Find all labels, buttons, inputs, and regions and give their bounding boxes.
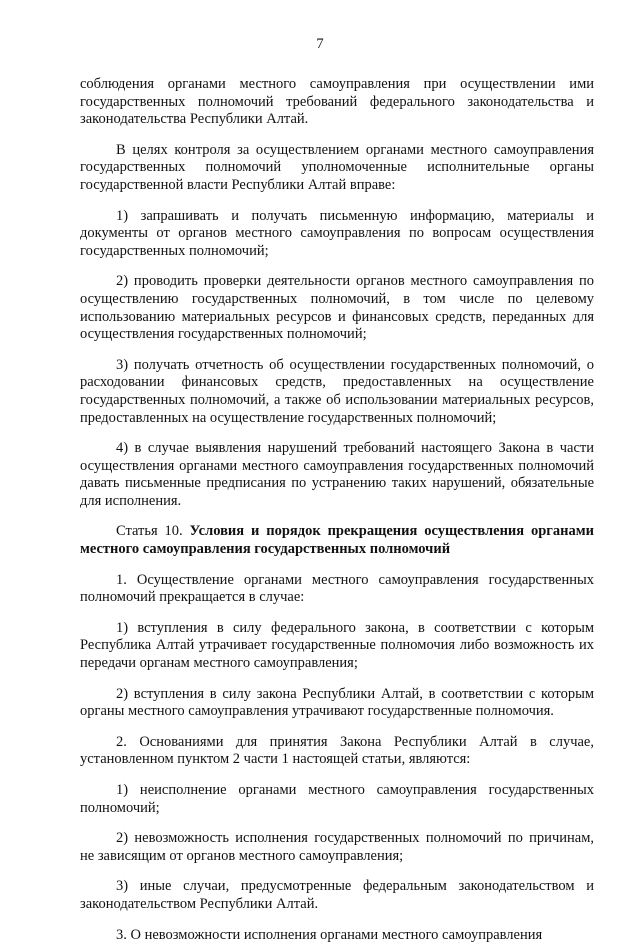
paragraph-continuation: соблюдения органами местного самоуправления при осуществлении ими государственных полномочий требований федерального законодательства и законодательства Республики Алтай.	[80, 76, 594, 128]
article-paragraph-2: 2. Основаниями для принятия Закона Республики Алтай в случае, установленном пунктом 2 части 1 настоящей статьи, являются:	[80, 733, 594, 768]
list-item-inspections: 2) проводить проверки деятельности органов местного самоуправления по осуществлению государственных полномочий, в том числе по целевому использованию материальных ресурсов и финансовых средств, переданных для осуществления государственных полномочий;	[80, 273, 594, 343]
article-paragraph-3: 3. О невозможности исполнения органами местного самоуправления	[116, 926, 543, 943]
article-item-republic-law: 2) вступления в силу закона Республики Алтай, в соответствии с которым органы местного самоуправления утрачивают государственные полномочия.	[80, 685, 594, 720]
article-paragraph-1: 1. Осуществление органами местного самоуправления государственных полномочий прекращается в случае:	[80, 571, 594, 606]
page-number: 7	[316, 36, 324, 52]
article-item-nonperformance: 1) неисполнение органами местного самоуправления государственных полномочий;	[80, 782, 594, 816]
article-item-federal-law: 1) вступления в силу федерального закона, в соответствии с которым Республика Алтай утрачивает государственные полномочия либо возможность их передачи органам местного самоуправления;	[80, 619, 594, 672]
article-item-other-cases: 3) иные случаи, предусмотренные федеральным законодательством и законодательством Республики Алтай.	[80, 878, 594, 912]
paragraph-control-intro: В целях контроля за осуществлением органами местного самоуправления государственных полномочий уполномоченные исполнительные органы государственной власти Республики Алтай вправе:	[80, 141, 594, 193]
list-item-prescriptions: 4) в случае выявления нарушений требований настоящего Закона в части осуществления органами местного самоуправления государственных полномочий давать письменные предписания по устранению таких нарушений, обязательные для исполнения.	[80, 440, 594, 509]
article-heading	[80, 523, 594, 558]
article-number: Статья 10.	[116, 523, 190, 540]
list-item-request-info: 1) запрашивать и получать письменную информацию, материалы и документы от органов местного самоуправления по вопросам осуществления государственных полномочий;	[80, 207, 594, 259]
article-item-impossibility: 2) невозможность исполнения государственных полномочий по причинам, не зависящим от органов местного самоуправления;	[80, 830, 594, 864]
article-title: Условия и порядок прекращения осуществления органами местного самоуправления государственных полномочий	[80, 523, 594, 558]
list-item-reporting: 3) получать отчетность об осуществлении государственных полномочий, о расходовании финансовых средств, предоставленных на осуществление государственных полномочий, а также об использовании материальных ресурсов, предоставленных на осуществление государственных полномочий;	[80, 356, 594, 426]
document-body	[80, 76, 594, 944]
